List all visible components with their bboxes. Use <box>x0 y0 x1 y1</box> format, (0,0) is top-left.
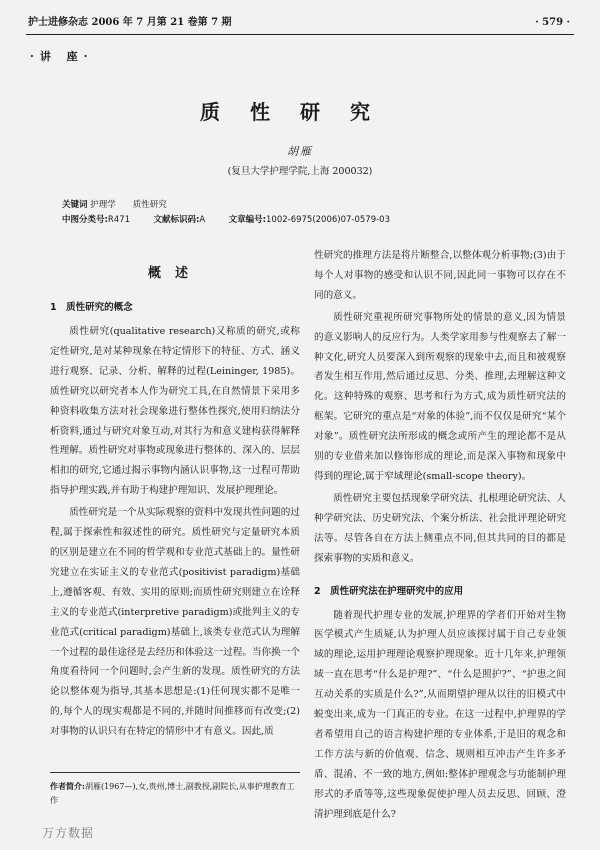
keywords-line <box>62 198 167 210</box>
article-number-value: 1002-6975(2006)07-0579-03 <box>266 215 390 225</box>
paragraph: 质性研究主要包括现象学研究法、扎根理论研究法、人种学研究法、历史研究法、个案分析法、社会批评理论研究法等。尽管各自在方法上侧重点不同,但其共同的目的都是探索事物的实质和意义。 <box>314 492 566 564</box>
running-header <box>26 12 574 35</box>
paragraph: 质性研究重视所研究事物所处的情景的意义,因为情景的意义影响人的反应行为。人类学家用参与性观察去了解一种文化,研究人员要深入到所观察的现象中去,而且和被观察者发生相互作用,然后通过反思、分类、推理,去理解这种文化。这种特殊的观察、思考和行为方式,成为质性研究法的框架。它研究的重点是“对象的体验”,而不仅仅是研究“某个对象”。质性研究法所形成的概念或所产生的理论都不是从别的专业借来加以修饰形成的理论,而是深入事物和现象中得到的理论,属于窄域理论(small-scope theory)。 <box>314 311 566 482</box>
article-number-label: 文章编号: <box>228 215 266 225</box>
paragraph: 性研究的推理方法是将片断整合,以整体观分析事物;(3)由于每个人对事物的感受和认识不同,因此同一事物可以存在不同的意义。 <box>314 250 566 301</box>
article-title: 质性研究 <box>200 100 400 124</box>
keywords-value: 护理学 质性研究 <box>90 200 167 210</box>
footnote-label: 作者简介: <box>50 781 85 791</box>
paragraph: 随着现代护理专业的发展,护理界的学者们开始对生物医学模式产生质疑,认为护理人员应该探讨属于自己专业领域的理论,运用护理理论观察护理现象。近十几年来,护理领域一直在思考“什么是护理?”、“什么是照护?”、“护患之间互动关系的实质是什么?”,从而期望护理从以往的旧模式中蜕变出来,成为一门真正的专业。在这一过程中,护理界的学者希望用自己的语言构建护理的专业体系,于是旧的观念和工作方法与新的价值观、信念、规则相互冲击产生许多矛盾、混淆、不一致的地方,例如:整体护理观念与功能制护理形式的矛盾等等,这些现象促使护理人员去反思、回顾、澄清护理到底是什么? <box>314 609 566 820</box>
watermark: 万方数据 <box>42 826 95 840</box>
left-column <box>50 262 300 742</box>
doccode-value: A <box>199 215 206 225</box>
section-title: 概述 <box>147 266 202 281</box>
author-affiliation: (复旦大学护理学院,上海 200032) <box>227 166 373 177</box>
classification-line <box>62 213 390 225</box>
heading-concept: 1 质性研究的概念 <box>50 302 133 313</box>
right-column <box>314 246 566 824</box>
author-name: 胡雁 <box>287 145 313 158</box>
footnote-text: 胡雁(1967—),女,贵州,博士,副教授,副院长,从事护理教育工作 <box>50 782 295 805</box>
clc-value: R471 <box>107 215 131 225</box>
clc-label: 中图分类号: <box>62 215 108 225</box>
author-footnote <box>50 772 300 808</box>
doccode-label: 文献标识码: <box>153 215 200 225</box>
column-tag: ·讲 座· <box>30 50 94 63</box>
paragraph: 质性研究(qualitative research)又称质的研究,或称定性研究,是对某种现象在特定情形下的特征、方式、涵义进行观察、记录、分析、解释的过程(Leininger, 1985)。质性研究以研究者本人作为研究工具,在自然情景下采用多种资料收集方法对社会现象进行整体性探究,使用归纳法分析资料,通过与研究对象互动,对其行为和意义建构获得解释性理解。质性研究对事物或现象进行整体的、深入的、层层相扣的研究,它通过揭示事物内涵认识事物,这一过程可帮助指导护理实践,并有助于构建护理知识、发展护理理论。 <box>50 326 300 497</box>
journal-info: 护士进修杂志 2006 年 7 月第 21 卷第 7 期 <box>28 17 232 28</box>
page-number: · 579 · <box>535 17 570 28</box>
heading-application: 2 质性研究法在护理研究中的应用 <box>314 585 464 597</box>
paragraph: 质性研究是一个从实际观察的资料中发现共性问题的过程,属于探索性和叙述性的研究。质性研究与定量研究本质的区别是建立在不同的哲学观和专业范式基础上的。量性研究建立在实证主义的专业范式(positivist paradigm)基础上,遵循客观、有效、实用的原则;而质性研究则建立在诠释主义的专业范式(interpretive paradigm)或批判主义的专业范式(critical paradigm)基础上,该类专业范式认为理解一个过程的最佳途径是去经历和体验这一过程。当你换一个角度看待同一个问题时,会产生新的发现。质性研究的方法论以整体观为指导,其基本思想是:(1)任何现实都不是唯一的,每个人的现实观都是不同的,并随时间推移而有改变;(2)对事物的认识只有在特定的情形中才有意义。因此,质 <box>50 507 300 738</box>
keywords-label: 关键词 <box>62 200 88 210</box>
